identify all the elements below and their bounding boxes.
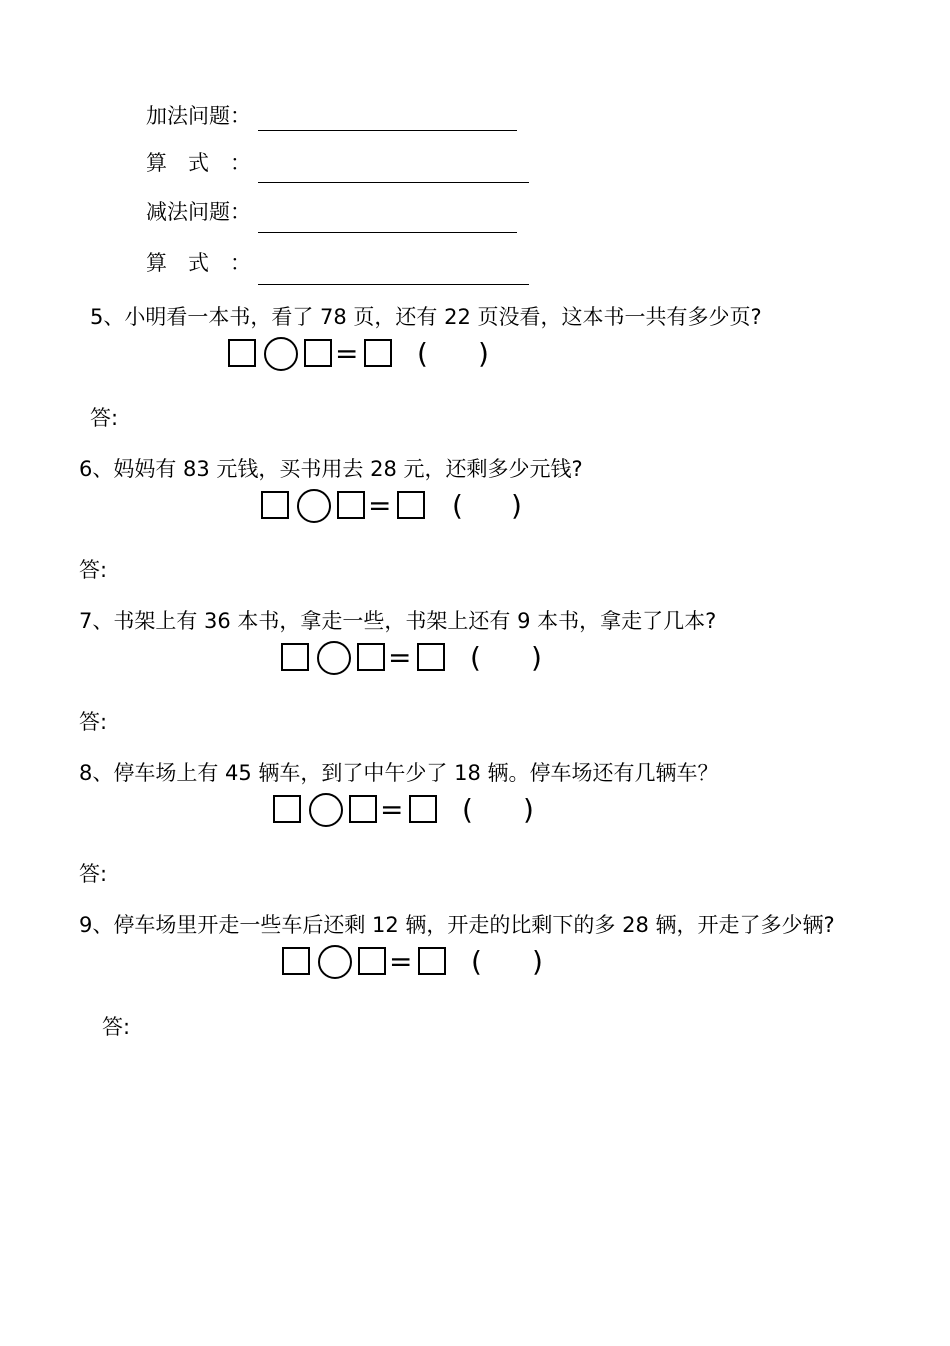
result-box[interactable]	[364, 339, 392, 367]
number-box[interactable]	[261, 491, 289, 519]
formula-blank[interactable]	[258, 284, 529, 285]
equation-template	[228, 337, 498, 371]
equation-template	[281, 641, 551, 675]
operator-circle[interactable]	[317, 641, 351, 675]
subtraction-question-label: 减法问题：	[146, 200, 251, 224]
unit-paren-close: )	[511, 489, 522, 522]
unit-paren-close: )	[478, 337, 489, 370]
unit-paren-open: (	[452, 489, 463, 522]
equals-sign: =	[380, 793, 404, 826]
unit-paren-close: )	[532, 945, 543, 978]
operator-circle[interactable]	[309, 793, 343, 827]
equation-template	[261, 489, 531, 523]
operator-circle[interactable]	[297, 489, 331, 523]
problem-question: 8、停车场上有 45 辆车，到了中午少了 18 辆。停车场还有几辆车？	[79, 761, 719, 785]
unit-paren-close: )	[523, 793, 534, 826]
answer-label: 答:	[79, 558, 108, 582]
addition-question-label: 加法问题：	[146, 104, 251, 128]
addition-question-blank[interactable]	[258, 130, 517, 131]
equals-sign: =	[368, 489, 392, 522]
equals-sign: =	[389, 945, 413, 978]
number-box[interactable]	[281, 643, 309, 671]
problem-question: 7、书架上有 36 本书，拿走一些，书架上还有 9 本书，拿走了几本?	[79, 609, 717, 633]
formula-label: 算 式 ：	[146, 151, 251, 175]
number-box[interactable]	[358, 947, 386, 975]
result-box[interactable]	[417, 643, 445, 671]
number-box[interactable]	[337, 491, 365, 519]
number-box[interactable]	[228, 339, 256, 367]
problem-question: 5、小明看一本书，看了 78 页，还有 22 页没看，这本书一共有多少页?	[90, 305, 762, 329]
unit-paren-open: (	[470, 641, 481, 674]
number-box[interactable]	[304, 339, 332, 367]
number-box[interactable]	[273, 795, 301, 823]
number-box[interactable]	[357, 643, 385, 671]
number-box[interactable]	[349, 795, 377, 823]
unit-paren-close: )	[531, 641, 542, 674]
result-box[interactable]	[397, 491, 425, 519]
answer-label: 答:	[79, 862, 108, 886]
unit-paren-open: (	[462, 793, 473, 826]
answer-label: 答:	[79, 710, 108, 734]
formula-blank[interactable]	[258, 182, 529, 183]
result-box[interactable]	[418, 947, 446, 975]
equation-template	[273, 793, 543, 827]
answer-label: 答:	[90, 406, 119, 430]
answer-label: 答:	[102, 1015, 131, 1039]
unit-paren-open: (	[471, 945, 482, 978]
formula-label: 算 式 ：	[146, 251, 251, 275]
equation-template	[282, 945, 552, 979]
unit-paren-open: (	[417, 337, 428, 370]
problem-question: 9、停车场里开走一些车后还剩 12 辆，开走的比剩下的多 28 辆，开走了多少辆?	[79, 913, 835, 937]
equals-sign: =	[335, 337, 359, 370]
number-box[interactable]	[282, 947, 310, 975]
subtraction-question-blank[interactable]	[258, 232, 517, 233]
equals-sign: =	[388, 641, 412, 674]
problem-question: 6、妈妈有 83 元钱，买书用去 28 元，还剩多少元钱?	[79, 457, 583, 481]
operator-circle[interactable]	[318, 945, 352, 979]
operator-circle[interactable]	[264, 337, 298, 371]
result-box[interactable]	[409, 795, 437, 823]
